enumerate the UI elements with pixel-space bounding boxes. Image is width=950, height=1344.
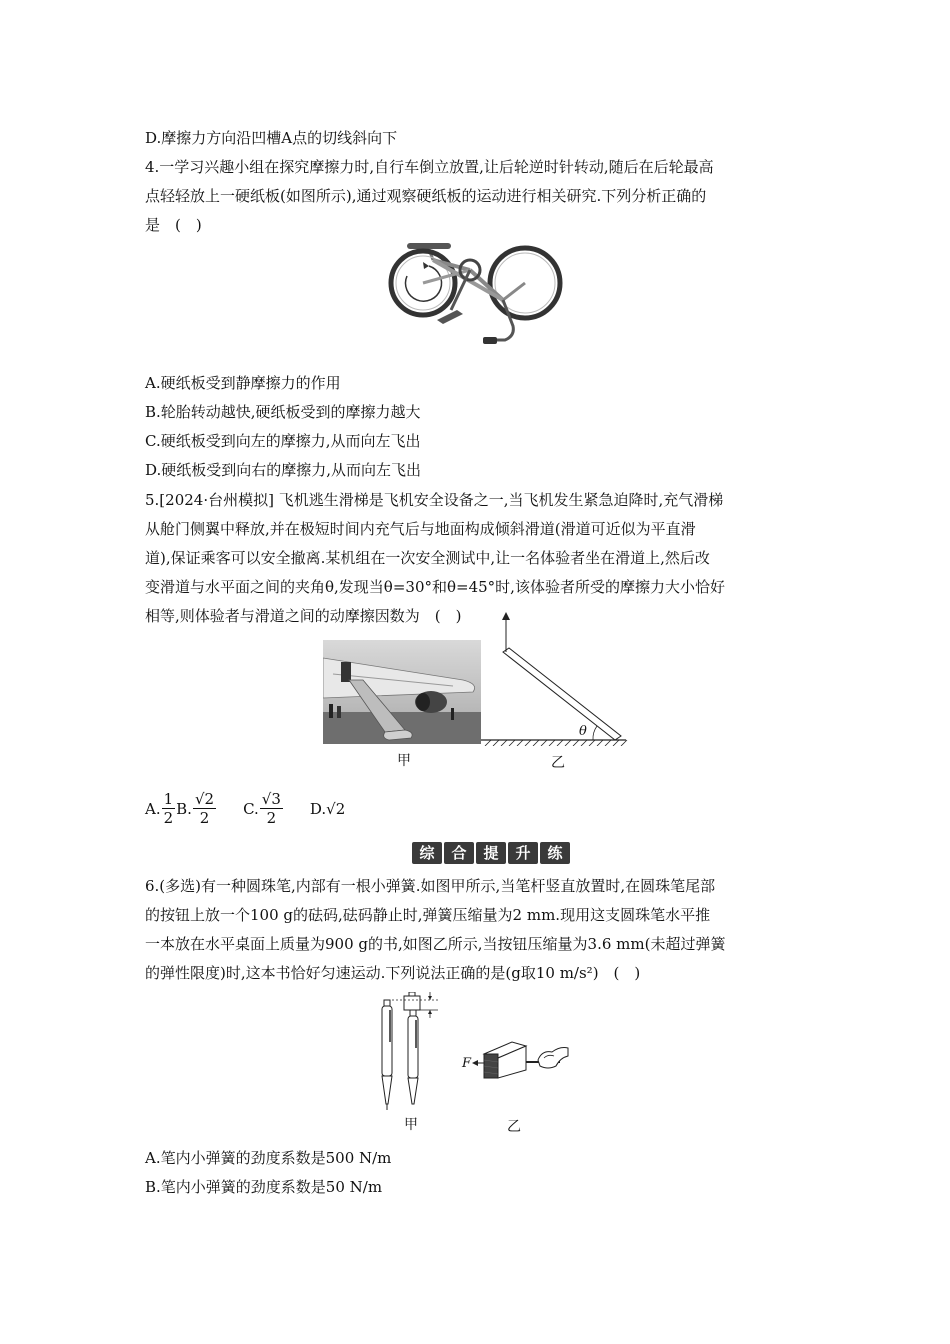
q4-stem-line3: 是 ( ) — [145, 216, 202, 234]
q4-option-c: C.硬纸板受到向左的摩擦力,从而向左飞出 — [145, 432, 421, 450]
q5-stem-line3: 道),保证乘客可以安全撤离.某机组在一次安全测试中,让一名体验者坐在滑道上,然后改 — [145, 549, 710, 567]
q5-stem-line5: 相等,则体验者与滑道之间的动摩擦因数为 ( ) — [145, 607, 462, 625]
q5-option-c-denominator: 2 — [266, 809, 277, 827]
q6-caption-yi: 乙 — [507, 1119, 521, 1135]
banner-char: 合 — [444, 842, 474, 864]
q4-option-b: B.轮胎转动越快,硬纸板受到的摩擦力越大 — [145, 403, 421, 421]
banner-char: 提 — [476, 842, 506, 864]
q5-option-a-numerator: 1 — [163, 790, 174, 808]
pens-figure — [378, 992, 444, 1112]
q5-option-b-numerator: √2 — [194, 790, 215, 808]
book-push-figure — [460, 1032, 572, 1086]
q6-stem-line4: 的弹性限度)时,这本书恰好匀速运动.下列说法正确的是(g取10 m/s²) ( ) — [145, 964, 641, 982]
q6-stem-line2: 的按钮上放一个100 g的砝码,砝码静止时,弹簧压缩量为2 mm.现用这支圆珠笔水平推 — [145, 906, 711, 924]
q5-caption-jia: 甲 — [397, 753, 411, 769]
banner-char: 练 — [540, 842, 570, 864]
q6-option-b: B.笔内小弹簧的劲度系数是50 N/m — [145, 1178, 383, 1196]
q6-option-a: A.笔内小弹簧的劲度系数是500 N/m — [145, 1149, 392, 1167]
q5-option-b-denominator: 2 — [199, 809, 210, 827]
q5-option-c-fraction — [260, 790, 283, 827]
q4-stem-line2: 点轻轻放上一硬纸板(如图所示),通过观察硬纸板的运动进行相关研究.下列分析正确的 — [145, 187, 707, 205]
q5-option-a-label: A. — [145, 799, 161, 818]
theta-label: θ — [579, 724, 587, 739]
q6-caption-jia: 甲 — [404, 1117, 418, 1133]
banner-char: 升 — [508, 842, 538, 864]
q4-option-a: A.硬纸板受到静摩擦力的作用 — [145, 374, 341, 392]
section-banner — [412, 842, 570, 866]
q5-option-a-denominator: 2 — [163, 809, 174, 827]
q5-option-d: D.√2 — [309, 799, 346, 818]
banner-char: 综 — [412, 842, 442, 864]
q6-stem-line3: 一本放在水平桌面上质量为900 g的书,如图乙所示,当按钮压缩量为3.6 mm(未超过弹簧 — [145, 935, 726, 953]
q4-stem-line1: 4.一学习兴趣小组在探究摩擦力时,自行车倒立放置,让后轮逆时针转动,随后在后轮最高 — [145, 158, 714, 176]
force-label: F — [462, 1056, 472, 1071]
q5-stem-line2: 从舱门侧翼中释放,并在极短时间内充气后与地面构成倾斜滑道(滑道可近似为平直滑 — [145, 520, 696, 538]
bicycle-figure — [385, 238, 570, 356]
q5-stem-line1: 5.[2024·台州模拟] 飞机逃生滑梯是飞机安全设备之一,当飞机发生紧急迫降时,充气滑梯 — [145, 491, 724, 509]
q5-option-b-fraction — [193, 790, 216, 827]
q5-option-c-label: C. — [243, 799, 259, 818]
q5-options — [145, 790, 345, 827]
q5-stem-line4: 变滑道与水平面之间的夹角θ,发现当θ=30°和θ=45°时,该体验者所受的摩擦力大小恰好 — [145, 578, 725, 596]
incline-diagram — [481, 612, 631, 746]
q5-option-a-fraction — [162, 790, 176, 827]
q5-option-b-label: B. — [176, 799, 192, 818]
q3-option-d: D.摩擦力方向沿凹槽A点的切线斜向下 — [145, 129, 398, 147]
q5-caption-yi: 乙 — [551, 755, 565, 771]
q5-option-c-numerator: √3 — [261, 790, 281, 808]
q4-option-d: D.硬纸板受到向右的摩擦力,从而向左飞出 — [145, 461, 422, 479]
q6-stem-line1: 6.(多选)有一种圆珠笔,内部有一根小弹簧.如图甲所示,当笔杆竖直放置时,在圆珠笔尾部 — [145, 877, 716, 895]
airplane-photo — [323, 640, 481, 744]
